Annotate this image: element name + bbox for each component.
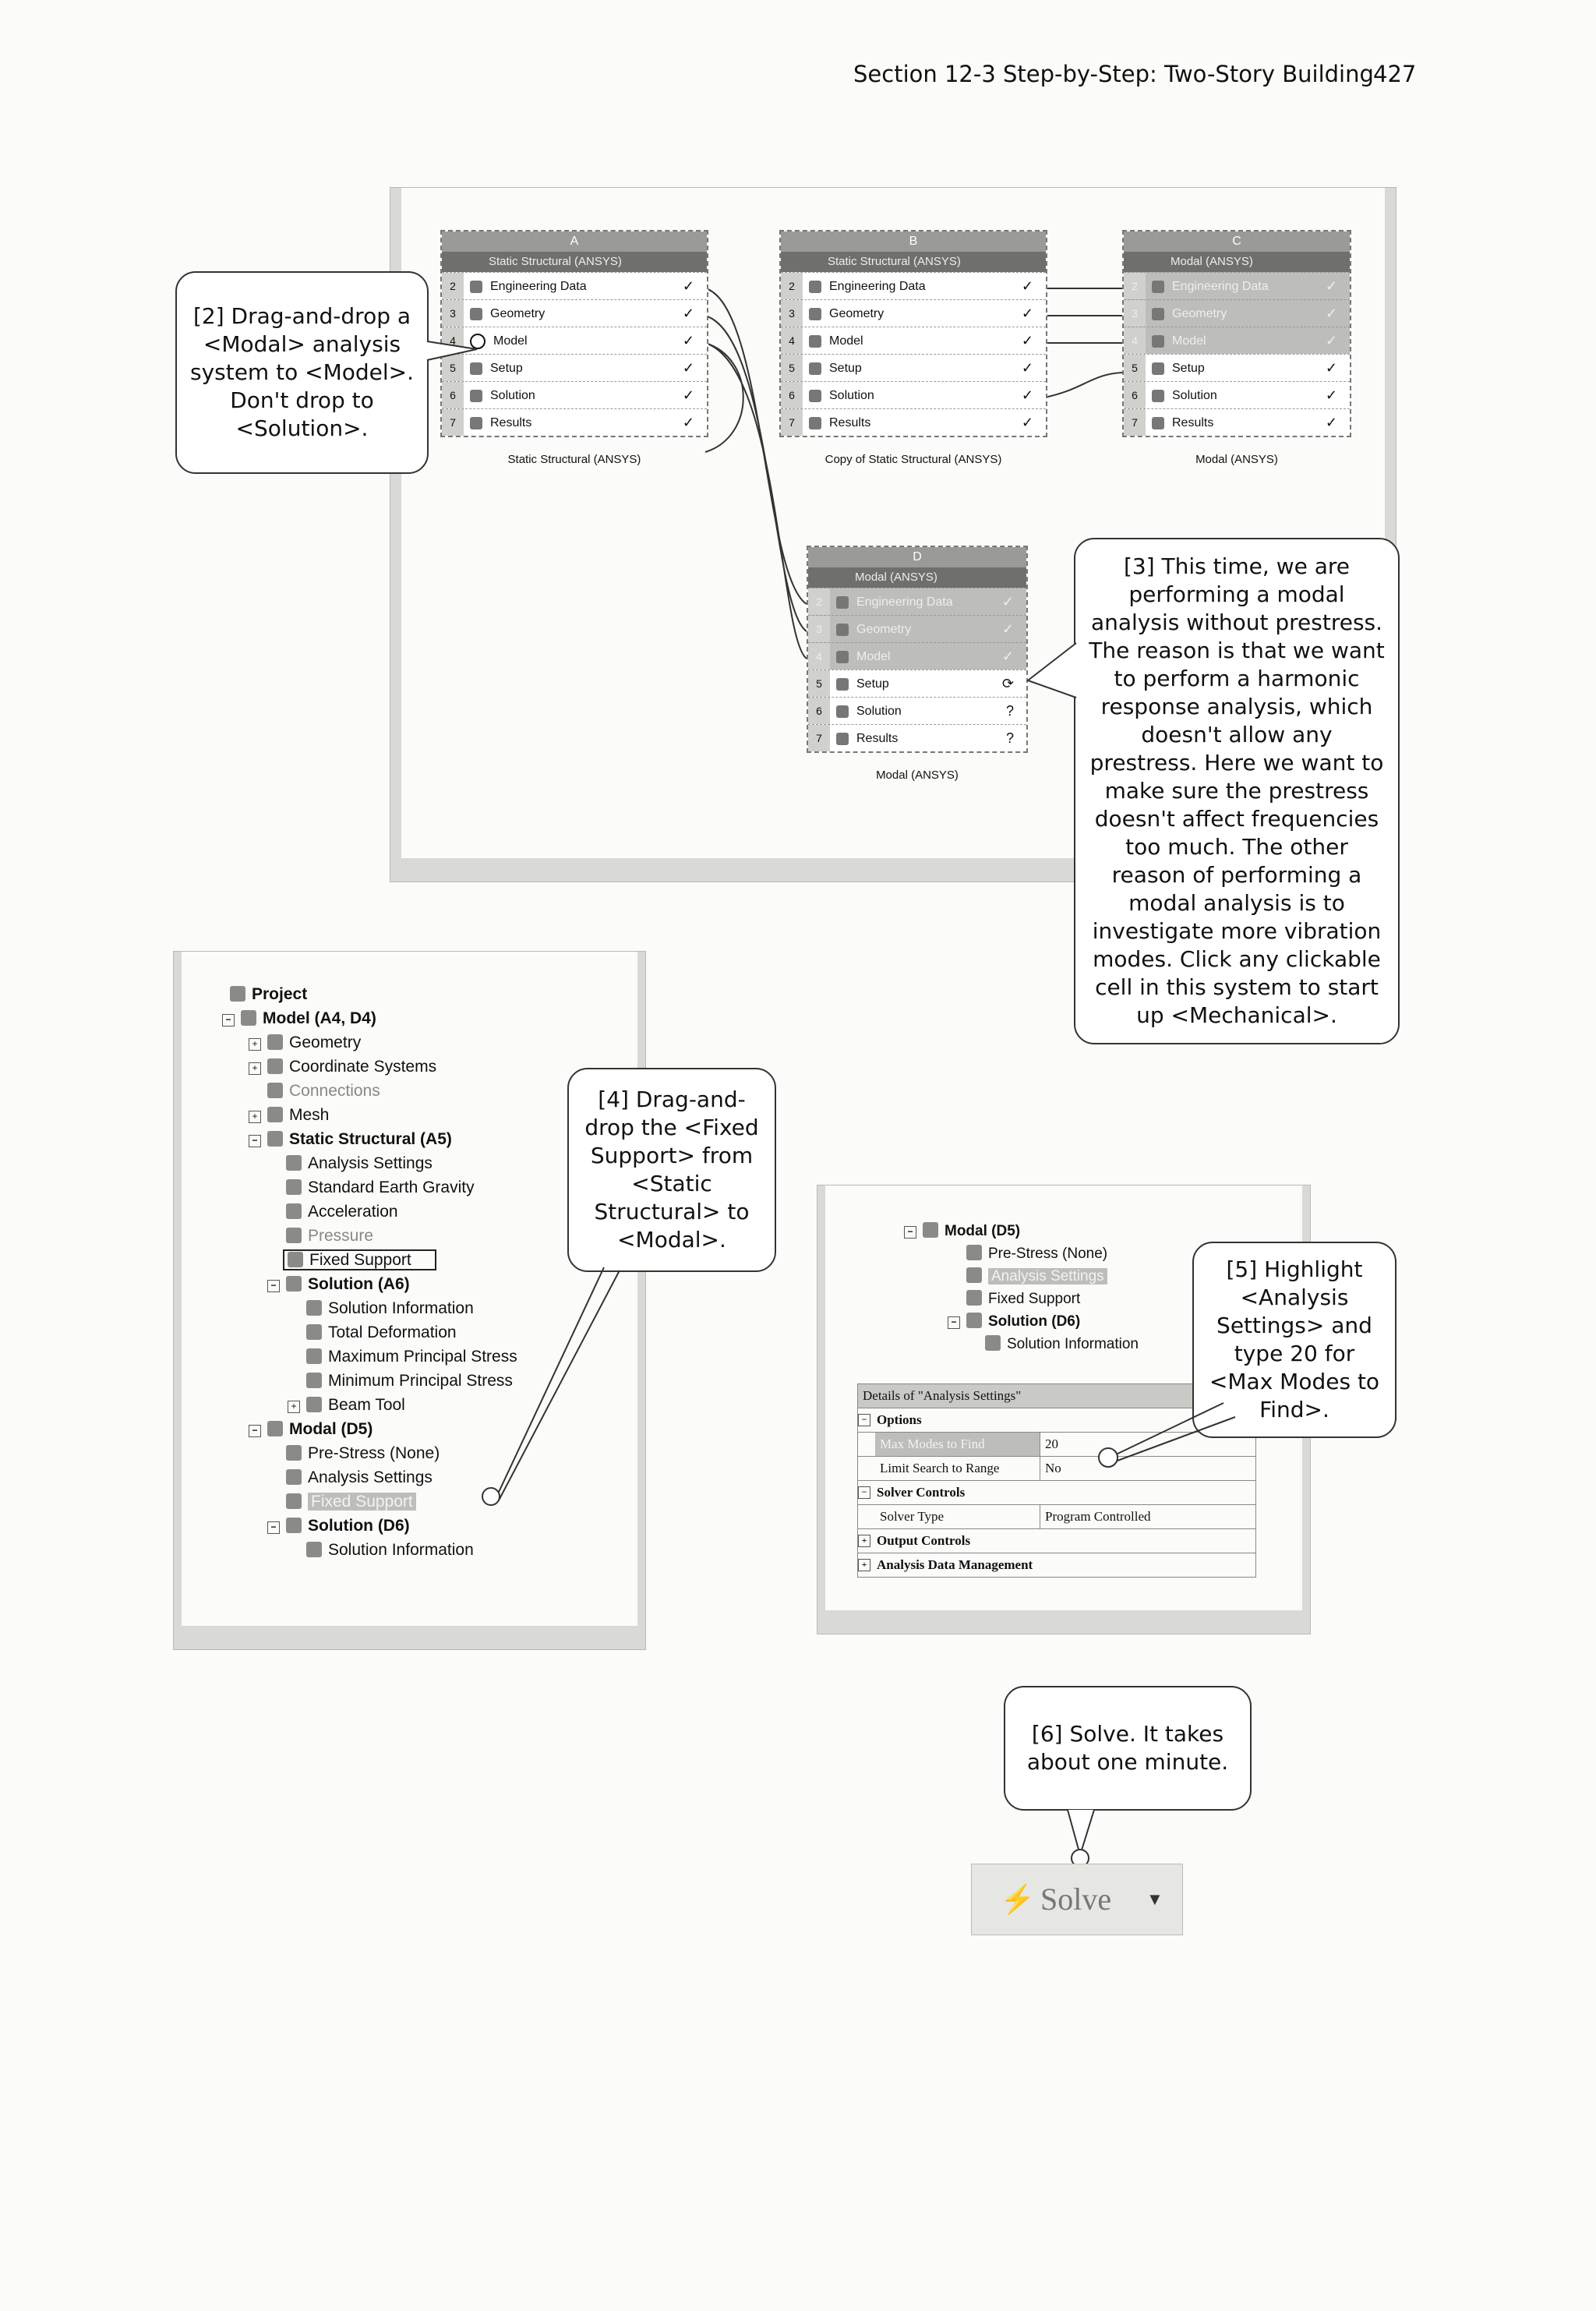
check-icon: ✓	[1001, 594, 1014, 610]
analysis-settings-icon	[286, 1155, 302, 1171]
system-c-modal[interactable]	[1122, 230, 1351, 466]
system-a-cell-setup[interactable]: 5 Setup ✓	[442, 354, 707, 381]
solution-icon	[470, 390, 482, 402]
expand-icon[interactable]: +	[858, 1535, 870, 1547]
solve-icon: ⚡	[1000, 1884, 1035, 1915]
tree-modal-analysis-settings[interactable]: Analysis Settings	[222, 1465, 627, 1489]
check-icon: ✓	[1325, 360, 1337, 376]
expand-icon[interactable]: +	[249, 1038, 261, 1051]
model-icon	[836, 651, 849, 663]
solution-icon	[286, 1518, 302, 1533]
gravity-icon	[286, 1179, 302, 1195]
modal-outline-tree	[904, 1220, 1231, 1355]
page-number: 427	[1373, 61, 1417, 87]
connections-icon	[267, 1083, 283, 1098]
check-icon: ✓	[682, 333, 694, 348]
collapse-icon[interactable]: −	[858, 1414, 870, 1426]
system-d-cell-model[interactable]: 4 Model ✓	[808, 642, 1026, 670]
project-icon	[230, 986, 245, 1002]
acceleration-icon	[286, 1203, 302, 1219]
collapse-icon[interactable]: −	[267, 1280, 280, 1292]
check-icon: ✓	[1021, 415, 1033, 430]
tree-modal-fixed-support-dropped[interactable]: Fixed Support	[222, 1489, 627, 1514]
fixed-support-icon	[286, 1493, 302, 1509]
system-b-cell-model[interactable]: 4 Model ✓	[781, 327, 1046, 354]
check-icon: ✓	[1021, 278, 1033, 294]
solution-icon	[836, 705, 849, 718]
chevron-down-icon[interactable]: ▼	[1146, 1889, 1163, 1909]
tree-connections[interactable]: Connections	[222, 1079, 627, 1103]
check-icon: ✓	[1001, 648, 1014, 664]
callout-3-pointer	[1025, 635, 1079, 705]
solution-information-icon	[306, 1300, 322, 1316]
fixed-support-icon	[288, 1252, 303, 1267]
system-d-cell-results[interactable]: 7 Results ?	[808, 724, 1026, 751]
check-icon: ✓	[682, 415, 694, 430]
details-row-solver-type[interactable]	[858, 1505, 1255, 1529]
system-d-cell-solution[interactable]: 6 Solution ?	[808, 697, 1026, 724]
limit-search-value[interactable]: No	[1045, 1461, 1061, 1475]
setup-icon	[1152, 362, 1164, 375]
system-b-cell-setup[interactable]: 5 Setup ✓	[781, 354, 1046, 381]
modal-icon	[267, 1421, 283, 1436]
tree2-analysis-settings[interactable]: Analysis Settings	[904, 1265, 1231, 1288]
callout-step-3: [3] This time, we are performing a modal analysis without prestress. The reason is that we want to perform a harmonic response analysis, which doesn't allow any prestress. Here we want to make sure the prestress doesn't affect frequencies too much. The other reason of performing a modal analysis is to investigate more vibration modes. Click any clickable cell in this system to start up <Mechanical>.	[1074, 538, 1400, 1044]
tree-coordinate-systems[interactable]: + Coordinate Systems	[222, 1055, 627, 1079]
system-d-cell-engineering-data[interactable]: 2 Engineering Data ✓	[808, 588, 1026, 615]
tree-static-structural[interactable]: − Static Structural (A5)	[222, 1127, 627, 1151]
system-a-cell-results[interactable]: 7 Results ✓	[442, 408, 707, 436]
geometry-icon	[836, 624, 849, 636]
tree-geometry[interactable]: + Geometry	[222, 1030, 627, 1055]
update-required-icon: ?	[1005, 703, 1014, 719]
collapse-icon[interactable]: −	[249, 1425, 261, 1437]
fixed-support-highlight-box: Fixed Support	[283, 1249, 436, 1270]
fixed-support-icon	[966, 1290, 982, 1306]
engineering-data-icon	[809, 281, 821, 293]
tree2-solution-d6[interactable]: − Solution (D6)	[904, 1310, 1231, 1333]
pressure-icon	[286, 1228, 302, 1243]
tree-analysis-settings[interactable]: Analysis Settings	[222, 1151, 627, 1175]
system-d-cell-geometry[interactable]: 3 Geometry ✓	[808, 615, 1026, 642]
solution-information-icon	[306, 1542, 322, 1557]
system-b-static-structural-copy[interactable]	[779, 230, 1047, 466]
pre-stress-icon	[966, 1245, 982, 1260]
geometry-icon	[809, 308, 821, 320]
system-c-caption: Modal (ANSYS)	[1195, 453, 1278, 466]
max-modes-input[interactable]: 20	[1045, 1436, 1058, 1451]
setup-icon	[809, 362, 821, 375]
static-structural-icon	[267, 1131, 283, 1147]
system-a-title[interactable]: Static Structural (ANSYS)	[442, 252, 707, 272]
check-icon: ✓	[682, 387, 694, 403]
solution-icon	[286, 1276, 302, 1292]
system-d-caption: Modal (ANSYS)	[876, 769, 959, 782]
solver-type-value[interactable]: Program Controlled	[1045, 1509, 1151, 1524]
tree-modal-pre-stress[interactable]: Pre-Stress (None)	[222, 1441, 627, 1465]
callout-4-pointer	[468, 1263, 623, 1512]
check-icon: ✓	[1325, 306, 1337, 321]
details-group-options[interactable]: − Options	[858, 1408, 1255, 1433]
tree-modal-d5[interactable]: − Modal (D5)	[222, 1417, 627, 1441]
system-b-title[interactable]: Static Structural (ANSYS)	[781, 252, 1046, 272]
check-icon: ✓	[1021, 360, 1033, 376]
engineering-data-icon	[1152, 281, 1164, 293]
collapse-icon[interactable]: −	[249, 1135, 261, 1147]
deformation-icon	[306, 1324, 322, 1340]
tree-total-deformation[interactable]: Total Deformation	[222, 1320, 627, 1345]
system-c-cell-solution[interactable]: 6 Solution ✓	[1124, 381, 1350, 408]
system-a-cell-geometry[interactable]: 3 Geometry ✓	[442, 299, 707, 327]
model-icon	[809, 335, 821, 348]
callout-6-pointer	[1060, 1807, 1107, 1869]
solve-button[interactable]: ⚡ Solve ▼	[971, 1864, 1183, 1935]
collapse-icon[interactable]: −	[948, 1316, 960, 1329]
details-title-bar: Details of "Analysis Settings"	[858, 1384, 1255, 1408]
tree-minimum-principal-stress[interactable]: Minimum Principal Stress	[222, 1369, 627, 1393]
details-group-output-controls[interactable]: + Output Controls	[858, 1529, 1255, 1553]
expand-icon[interactable]: +	[288, 1401, 300, 1413]
system-c-cell-setup[interactable]: 5 Setup ✓	[1124, 354, 1350, 381]
callout-step-6: [6] Solve. It takes about one minute.	[1004, 1686, 1252, 1811]
system-b-cell-results[interactable]: 7 Results ✓	[781, 408, 1046, 436]
beam-tool-icon	[306, 1397, 322, 1412]
system-a-caption: Static Structural (ANSYS)	[507, 453, 641, 466]
check-icon: ✓	[1021, 333, 1033, 348]
check-icon: ✓	[682, 278, 694, 294]
tree-pressure[interactable]: Pressure	[222, 1224, 627, 1248]
analysis-settings-icon	[966, 1267, 982, 1283]
system-a-cell-engineering-data[interactable]: 2 Engineering Data ✓	[442, 272, 707, 299]
system-a-column-letter: A	[442, 231, 707, 252]
system-a-cell-solution[interactable]: 6 Solution ✓	[442, 381, 707, 408]
expand-icon[interactable]: +	[858, 1559, 870, 1571]
expand-icon[interactable]: +	[249, 1111, 261, 1123]
system-b-column-letter: B	[781, 231, 1046, 252]
engineering-data-icon	[470, 281, 482, 293]
tree-solution-a6[interactable]: − Solution (A6)	[222, 1272, 627, 1296]
check-icon: ✓	[1001, 621, 1014, 637]
system-c-cell-engineering-data[interactable]: 2 Engineering Data ✓	[1124, 272, 1350, 299]
model-icon	[1152, 335, 1164, 348]
results-icon	[836, 733, 849, 745]
solution-icon	[1152, 390, 1164, 402]
coordinate-systems-icon	[267, 1058, 283, 1074]
collapse-icon[interactable]: −	[267, 1521, 280, 1534]
check-icon: ✓	[1021, 306, 1033, 321]
system-d-column-letter: D	[808, 547, 1026, 567]
system-b-cell-geometry[interactable]: 3 Geometry ✓	[781, 299, 1046, 327]
tree-beam-tool[interactable]: + Beam Tool	[222, 1393, 627, 1417]
check-icon: ✓	[682, 360, 694, 376]
geometry-icon	[470, 308, 482, 320]
callout-step-5: [5] Highlight <Analysis Settings> and type 20 for <Max Modes to Find>.	[1192, 1242, 1396, 1438]
tree-model[interactable]: − Model (A4, D4)	[222, 1006, 627, 1030]
check-icon: ✓	[1325, 415, 1337, 430]
details-group-solver-controls[interactable]: − Solver Controls	[858, 1481, 1255, 1505]
stress-icon	[306, 1373, 322, 1388]
solution-icon	[809, 390, 821, 402]
collapse-icon[interactable]: −	[904, 1226, 916, 1239]
tree-mesh[interactable]: + Mesh	[222, 1103, 627, 1127]
solver-type-label: Solver Type	[875, 1505, 1040, 1528]
callout-step-2: [2] Drag-and-drop a <Modal> analysis system to <Model>. Don't drop to <Solution>.	[175, 271, 429, 474]
system-d-cell-setup[interactable]: 5 Setup ⟳	[808, 670, 1026, 697]
callout-step-4: [4] Drag-and-drop the <Fixed Support> from <Static Structural> to <Modal>.	[567, 1068, 776, 1272]
tree-project[interactable]: Project	[222, 982, 627, 1006]
check-icon: ✓	[1325, 387, 1337, 403]
solution-information-icon	[985, 1335, 1001, 1351]
running-header: Section 12-3 Step-by-Step: Two-Story Building	[853, 61, 1374, 87]
setup-icon	[836, 678, 849, 691]
limit-search-label: Limit Search to Range	[875, 1457, 1040, 1480]
expand-icon[interactable]: +	[249, 1062, 261, 1075]
check-icon: ✓	[682, 306, 694, 321]
geometry-icon	[1152, 308, 1164, 320]
results-icon	[809, 417, 821, 429]
tree-acceleration[interactable]: Acceleration	[222, 1200, 627, 1224]
system-d-modal[interactable]	[807, 546, 1028, 782]
system-c-cell-results[interactable]: 7 Results ✓	[1124, 408, 1350, 436]
system-c-column-letter: C	[1124, 231, 1350, 252]
system-c-cell-geometry[interactable]: 3 Geometry ✓	[1124, 299, 1350, 327]
pre-stress-icon	[286, 1445, 302, 1461]
tree-solution-information[interactable]: Solution Information	[222, 1296, 627, 1320]
callout-5-pointer	[1083, 1395, 1239, 1473]
engineering-data-icon	[836, 596, 849, 609]
mesh-icon	[267, 1107, 283, 1122]
tree2-solution-information[interactable]: Solution Information	[904, 1333, 1231, 1355]
results-icon	[470, 417, 482, 429]
check-icon: ✓	[1021, 387, 1033, 403]
system-b-cell-engineering-data[interactable]: 2 Engineering Data ✓	[781, 272, 1046, 299]
system-a-cell-model[interactable]: 4 Model ✓	[442, 327, 707, 354]
analysis-settings-icon	[286, 1469, 302, 1485]
collapse-icon[interactable]: −	[222, 1014, 235, 1027]
tree2-fixed-support[interactable]: Fixed Support	[904, 1288, 1231, 1310]
stress-icon	[306, 1348, 322, 1364]
tree2-modal-d5[interactable]: − Modal (D5)	[904, 1220, 1231, 1242]
modal-icon	[923, 1222, 938, 1238]
check-icon: ✓	[1325, 333, 1337, 348]
model-icon	[241, 1010, 256, 1026]
check-icon: ✓	[1325, 278, 1337, 294]
system-c-title[interactable]: Modal (ANSYS)	[1124, 252, 1350, 272]
system-b-caption: Copy of Static Structural (ANSYS)	[824, 453, 1002, 466]
max-modes-label: Max Modes to Find	[875, 1433, 1040, 1456]
tree-maximum-principal-stress[interactable]: Maximum Principal Stress	[222, 1345, 627, 1369]
geometry-icon	[267, 1034, 283, 1050]
update-required-icon: ?	[1005, 730, 1014, 746]
details-group-analysis-data[interactable]: + Analysis Data Management	[858, 1553, 1255, 1577]
tree2-pre-stress[interactable]: Pre-Stress (None)	[904, 1242, 1231, 1265]
system-b-cell-solution[interactable]: 6 Solution ✓	[781, 381, 1046, 408]
results-icon	[1152, 417, 1164, 429]
system-c-cell-model[interactable]: 4 Model ✓	[1124, 327, 1350, 354]
collapse-icon[interactable]: −	[858, 1486, 870, 1499]
solution-icon	[966, 1313, 982, 1328]
callout-2-pointer	[421, 327, 483, 374]
tree-solution-d6[interactable]: − Solution (D6)	[222, 1514, 627, 1538]
tree-modal-solution-information[interactable]: Solution Information	[222, 1538, 627, 1562]
tree-standard-earth-gravity[interactable]: Standard Earth Gravity	[222, 1175, 627, 1200]
refresh-icon: ⟳	[1001, 676, 1014, 691]
system-d-title[interactable]: Modal (ANSYS)	[808, 567, 1026, 588]
